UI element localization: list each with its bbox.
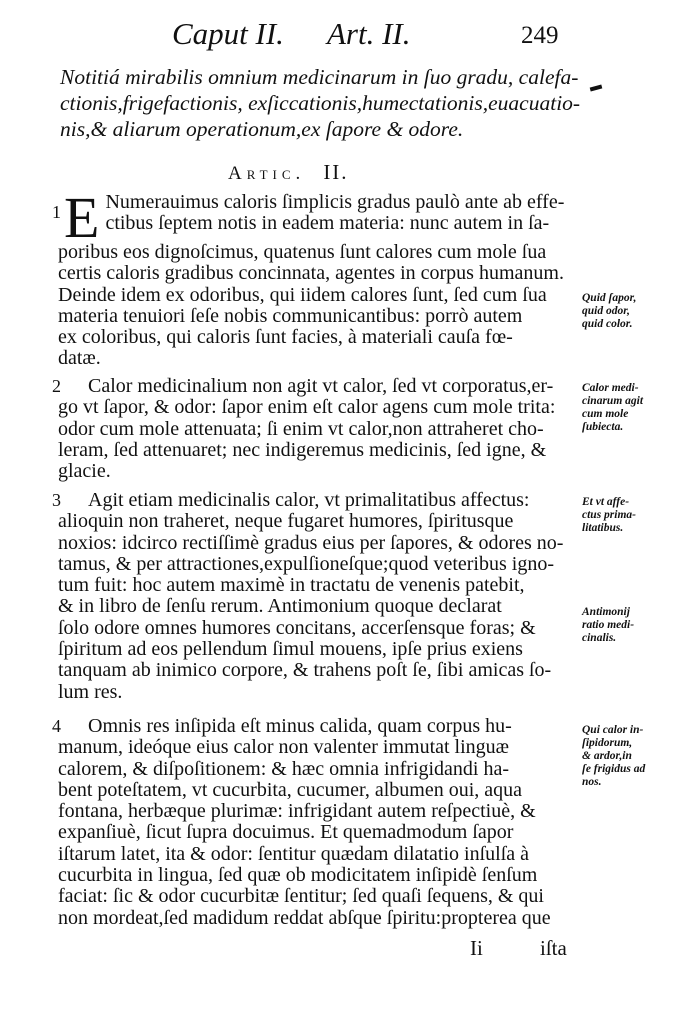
subheading-label: Artic. xyxy=(228,163,306,184)
paragraph-number: 2 xyxy=(52,376,61,396)
margin-note xyxy=(582,724,697,789)
paragraph-2 xyxy=(52,375,576,483)
text-line: Calor medicinalium non agit vt calor, ſed vt corporatus,er- xyxy=(88,375,554,397)
margin-note xyxy=(582,606,697,645)
text-line: calorem, & diſpoſitionem: & hæc omnia infrigidandi ha- xyxy=(58,757,510,780)
text-line: ctibus ſeptem notis in eadem materia: nunc autem in ſa- xyxy=(105,212,550,235)
text-line: fontana, herbæque plurimæ: infrigidant autem reſpectiuè, & xyxy=(58,800,536,823)
page-number: 249 xyxy=(521,22,559,49)
paragraph-1 xyxy=(52,185,576,370)
margin-note xyxy=(582,496,697,535)
margin-note xyxy=(582,382,697,434)
title-line: nis,& aliarum operationum,ex ſapore & odore. xyxy=(60,117,464,141)
text-line: materia tenuiori ſeſe nobis communicantibus: porrò autem xyxy=(58,304,523,327)
text-line: Numerauimus caloris ſimplicis gradus paulò ante ab effe- xyxy=(105,191,565,213)
margin-note-line: ſe frigidus ad xyxy=(582,763,646,775)
text-line: cucurbita in lingua, ſed quæ ob modicitatem inſipidè ſenſum xyxy=(58,864,538,887)
text-line: faciat: ſic & odor cucurbitæ ſentitur; ſed quaſi ſequens, & qui xyxy=(58,885,544,908)
margin-note-line: Et vt affe- xyxy=(582,496,630,508)
text-line: expanſiuè, ſicut ſupra docuimus. Et quemadmodum ſapor xyxy=(58,821,514,844)
margin-note-line: Qui calor in- xyxy=(582,724,644,736)
paragraph-number: 4 xyxy=(52,716,61,736)
signature-mark: Ii xyxy=(470,936,483,960)
text-line: Omnis res inſipida eſt minus calida, quam corpus hu- xyxy=(88,715,512,737)
catchword: iſta xyxy=(540,936,567,960)
text-line: alioquin non traheret, neque fugaret humores, ſpiritusque xyxy=(58,510,514,533)
text-line: Deinde idem ex odoribus, qui iidem calores ſunt, ſed cum ſua xyxy=(58,283,547,306)
drop-cap: E xyxy=(64,185,100,250)
article-heading: Art. II. xyxy=(327,16,411,51)
section-title xyxy=(60,64,600,142)
margin-note-line: quid odor, xyxy=(582,305,630,317)
text-line: lum res. xyxy=(58,680,123,703)
margin-note-line: Quid ſapor, xyxy=(582,292,637,304)
text-line: bent poteſtatem, vt cucurbita, cucumer, albumen oui, aqua xyxy=(58,778,523,801)
margin-note-line: quid color. xyxy=(582,318,633,330)
text-line: ſolo odore omnes humores concitans, accerſensque foras; & xyxy=(58,616,536,639)
article-subheading xyxy=(228,160,349,185)
text-line: certis caloris gradibus concinnata, agentes in corpus humanum. xyxy=(58,262,564,285)
paragraph-3 xyxy=(52,489,576,703)
margin-note-line: ſubiecta. xyxy=(582,421,624,433)
text-line: non mordeat,ſed madidum reddat abſque ſpiritu:propterea que xyxy=(58,906,551,929)
text-line: odor cum mole attenuata; ſi enim vt calor,non attraheret cho- xyxy=(58,417,544,440)
text-line: poribus eos dignoſcimus, quatenus ſunt calores cum mole ſua xyxy=(58,241,547,263)
text-line: iſtarum latet, ita & odor: ſentitur quædam dilatatio inſulſa à xyxy=(58,842,530,865)
margin-note-line: ratio medi- xyxy=(582,619,635,631)
margin-note-line: cinalis. xyxy=(582,632,617,644)
page-footer xyxy=(0,936,700,966)
margin-note-line: nos. xyxy=(582,776,602,788)
paragraph-number: 1 xyxy=(52,202,61,222)
running-header xyxy=(0,16,700,56)
text-line: glacie. xyxy=(58,460,111,483)
chapter-heading: Caput II. xyxy=(172,16,284,51)
margin-note xyxy=(582,292,697,331)
title-line: Notitiá mirabilis omnium medicinarum in ſuo gradu, calefa- xyxy=(60,65,579,89)
text-line: & in libro de ſenſu rerum. Antimonium quoque declarat xyxy=(58,595,502,618)
text-line: go vt ſapor, & odor: ſapor enim eſt calor agens cum mole trita: xyxy=(58,396,556,419)
subheading-number: II. xyxy=(323,160,349,184)
text-line: tanquam ab inimico corpore, & trahens poſt ſe, ſibi amicas ſo- xyxy=(58,659,552,682)
margin-note-line: cinarum agit xyxy=(582,395,644,407)
text-line: datæ. xyxy=(58,347,101,370)
text-line: noxios: idcirco rectiſſimè gradus eius per ſapores, & odores no- xyxy=(58,531,564,554)
paragraph-4 xyxy=(52,715,576,929)
margin-note-line: & ardor,in xyxy=(582,750,632,762)
text-line: manum, ideóque eius calor non valenter immutat linguæ xyxy=(58,736,510,759)
margin-note-line: Calor medi- xyxy=(582,382,639,394)
text-line: tamus, & per attractiones,expulſioneſque;quod veteribus igno- xyxy=(58,552,554,575)
text-line: ſpiritum ad eos pellendum ſimul mouens, ipſe prius exiens xyxy=(58,638,523,661)
margin-note-line: ctus prima- xyxy=(582,509,636,521)
text-line: leram, ſed attenuaret; nec indigeremus medicinis, ſed igne, & xyxy=(58,438,547,461)
margin-note-line: Antimonij xyxy=(582,606,630,618)
margin-note-line: ſipidorum, xyxy=(582,737,633,749)
text-line: Agit etiam medicinalis calor, vt primalitatibus affectus: xyxy=(88,489,530,511)
margin-note-line: litatibus. xyxy=(582,522,624,534)
text-line: ex coloribus, qui caloris ſunt facies, à materiali cauſa fœ- xyxy=(58,326,513,349)
margin-note-line: cum mole xyxy=(582,408,629,420)
title-line: ctionis,frigefactionis, exſiccationis,humectationis,euacuatio- xyxy=(60,91,581,115)
paragraph-number: 3 xyxy=(52,490,61,510)
text-line: tum fuit: hoc autem maximè in tractatu de venenis patebit, xyxy=(58,574,525,597)
